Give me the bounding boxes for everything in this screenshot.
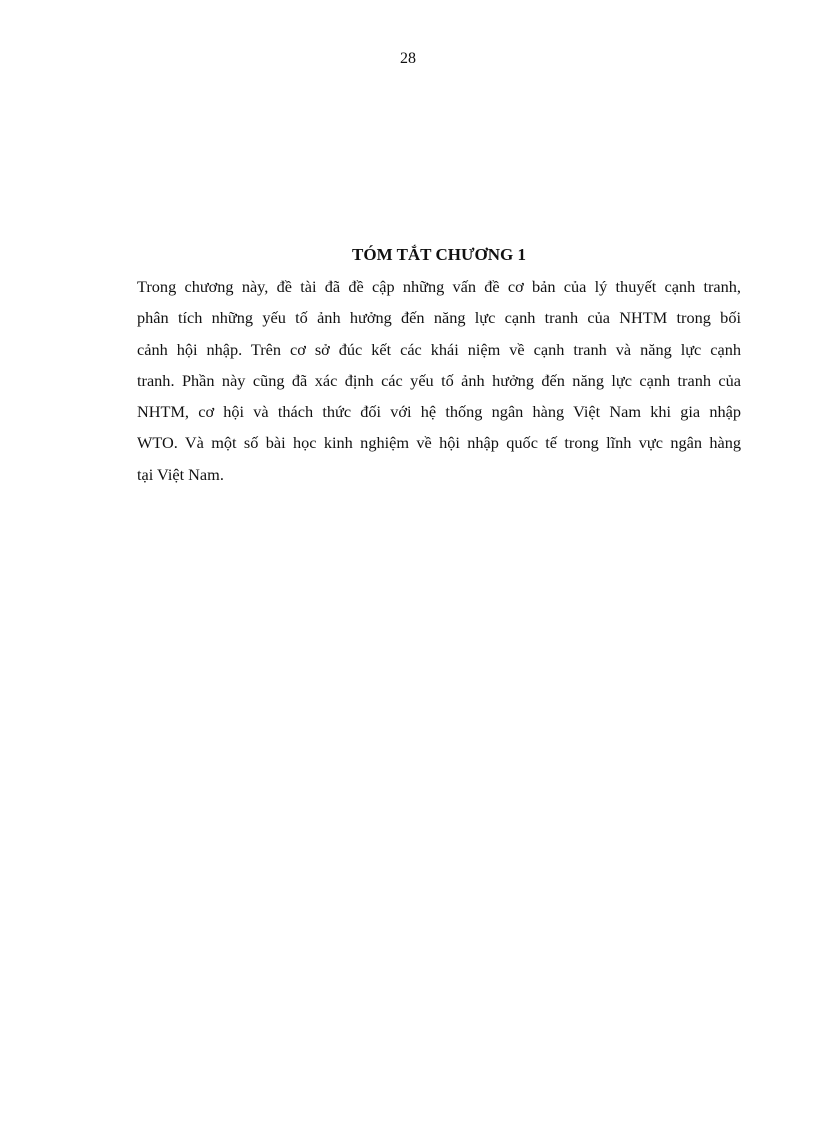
summary-line: tranh. Phần này cũng đã xác định các yếu tố ảnh hưởng đến năng lực cạnh tranh của bbox=[137, 370, 741, 390]
summary-line: Trong chương này, đề tài đã đề cập những vấn đề cơ bản của lý thuyết cạnh tranh, bbox=[137, 277, 741, 296]
summary-line: cảnh hội nhập. Trên cơ sở đúc kết các khái niệm về cạnh tranh và năng lực cạnh bbox=[137, 339, 741, 359]
chapter-summary-title: TÓM TẮT CHƯƠNG 1 bbox=[352, 245, 526, 264]
summary-line: phân tích những yếu tố ảnh hưởng đến năng lực cạnh tranh của NHTM trong bối bbox=[137, 308, 741, 328]
summary-line: tại Việt Nam. bbox=[137, 464, 224, 484]
summary-line: WTO. Và một số bài học kinh nghiệm về hội nhập quốc tế trong lĩnh vực ngân hàng bbox=[137, 433, 741, 453]
chapter-summary-paragraph bbox=[137, 272, 741, 491]
page-number: 28 bbox=[400, 50, 416, 67]
summary-line: NHTM, cơ hội và thách thức đối với hệ thống ngân hàng Việt Nam khi gia nhập bbox=[137, 402, 741, 422]
